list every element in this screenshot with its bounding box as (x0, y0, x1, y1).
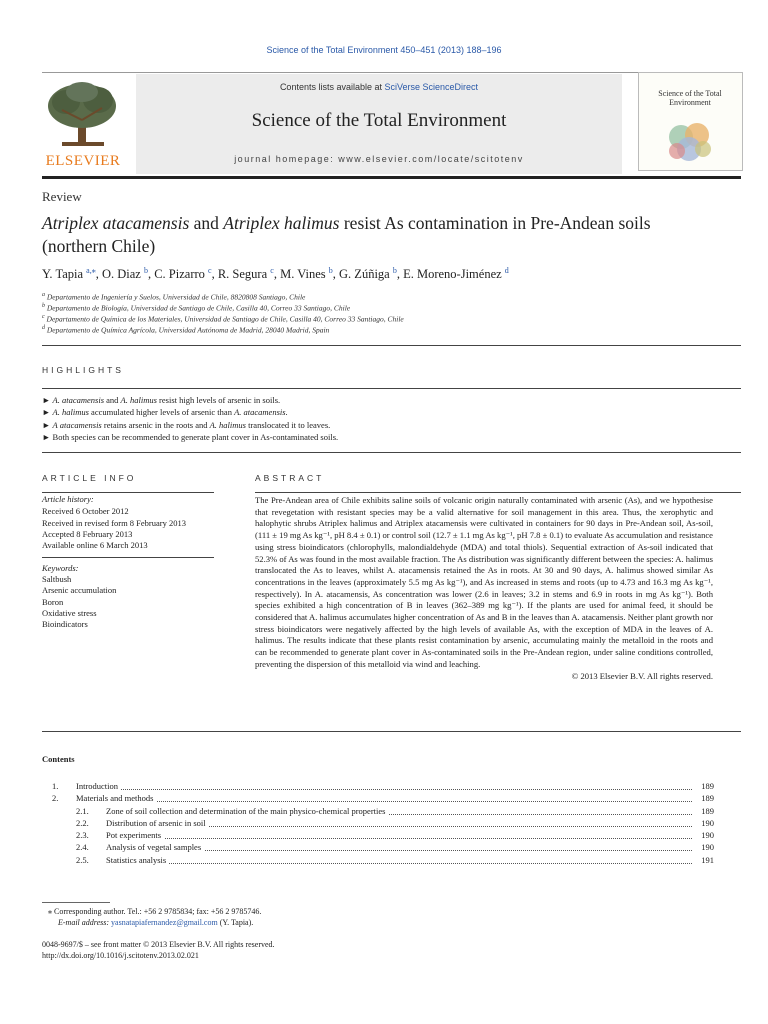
issn-line: 0048-9697/$ – see front matter © 2013 Elsevier B.V. All rights reserved. (42, 940, 275, 949)
sciencedirect-link[interactable]: SciVerse ScienceDirect (384, 82, 479, 92)
toc-entry[interactable]: 2.5. Statistics analysis 191 (76, 855, 714, 865)
author[interactable]: C. Pizarro (154, 267, 205, 282)
highlights-bottom-rule (42, 452, 741, 453)
journal-reference[interactable]: Science of the Total Environment 450–451 (2013) 188–196 (266, 45, 502, 55)
cover-graphic-icon (661, 119, 719, 165)
author-list: Y. Tapia $^{a,⁎}$, O. Diaz $^b$, C. Pizarro $^c$, R. Segura $^c$, M. Vines $^b$, G. Zúñiga $^b$, E. Moreno-Jiménez $^d$ (42, 266, 509, 282)
header-bottom-rule (42, 176, 741, 179)
author-affiliation-mark[interactable]: b (143, 266, 148, 275)
affiliation: $^b$ Departamento de Biología, Universidad de Santiago de Chile, Casilla 40, Correo 33 Santiago, Chile (42, 303, 351, 313)
author-affiliation-mark[interactable]: b (392, 266, 397, 275)
toc-entry[interactable]: 2. Materials and methods 189 (52, 793, 714, 803)
footnote-rule (42, 902, 110, 903)
elsevier-logo (42, 80, 124, 170)
affiliation: $^c$ Departamento de Química de los Materiales, Universidad de Santiago de Chile, Casilla 40, Correo 33 Santiago, Chile (42, 314, 404, 324)
author-affiliation-mark[interactable]: b (328, 266, 333, 275)
keyword: Boron (42, 597, 64, 607)
email-link[interactable]: yasnatapiafernandez@gmail.com (111, 918, 218, 927)
toc-entry[interactable]: 2.1. Zone of soil collection and determination of the main physico-chemical properties 189 (76, 806, 714, 816)
title-species-2: Atriplex halimus (223, 213, 340, 233)
contents-heading: Contents (42, 754, 75, 764)
author[interactable]: Y. Tapia (42, 267, 84, 282)
author[interactable]: M. Vines (280, 267, 326, 282)
publisher-name: ELSEVIER (45, 153, 121, 169)
cover-title: Science of the Total Environment (658, 89, 722, 107)
history-item: Received 6 October 2012 (42, 506, 129, 516)
highlight-item: ► A. atacamensis and A. halimus resist high levels of arsenic in soils. (42, 395, 281, 405)
highlights-top-rule (42, 345, 741, 346)
abstract-heading: ABSTRACT (255, 473, 325, 483)
toc-entry[interactable]: 2.3. Pot experiments 190 (76, 830, 714, 840)
keywords-label: Keywords: (42, 563, 79, 573)
email-note: E-mail address: yasnatapiafernandez@gmail.com (Y. Tapia). (58, 918, 254, 927)
highlights-heading: HIGHLIGHTS (42, 365, 124, 375)
title-rest: resist As contamination in Pre-Andean soils (339, 213, 651, 233)
keyword: Oxidative stress (42, 608, 97, 618)
contents-available (136, 82, 622, 92)
toc-entry[interactable]: 2.4. Analysis of vegetal samples 190 (76, 842, 714, 852)
article-type: Review (42, 189, 82, 204)
journal-title: Science of the Total Environment (251, 110, 507, 131)
author[interactable]: G. Zúñiga (339, 267, 390, 282)
abstract-text: The Pre-Andean area of Chile exhibits saline soils of volcanic origin naturally contaminated with arsenic (As), and we hypothesise that revegetation with resistant species may be a valid alternative for soil management in this area. Thus, the xerophytic and halophytic shrubs Atriplex halimus and Atriplex atacamensis were cultivated in containers for 90 days in Pre-Andean soil, As-soil, (111 ± 19 mg As kg⁻¹, pH 8.4 ± 0.1) or control soil (12.7 ± 1.1 mg As kg⁻¹, pH 7.8 ± 0.1) to evaluate As accumulation and resistance using stress bioindicators (chlorophylls, malondialdehyde (MDA) and total thiols). Sequential extraction of As-soil indicated that 52.3% of As was found in the most available fraction. The As distribution was significantly different between the species: A. halimus translocated the As to leaves, whilst A. atacamensis retained the As in roots. At 30 and 90 days, A. halimus showed similar As concentrations in the leaves (approximately 5.5 mg As kg⁻¹), and As increased in stems and roots (up to 4.73 and 16.3 mg As kg⁻¹, respectively). In A. atacamensis, As concentration was lower (2.6 in leaves; 3.2 in stems and 6.9 in roots in mg As kg⁻¹). Both species exhibited a high concentration of B in leaves (362–389 mg kg⁻¹). If the plants are used for animal feed, it should be considered that A. halimus accumulates higher concentration of As and B in the leaves than A. atacamensis. Neither plant growth nor stress bioindicators were negatively affected by the high levels of available As, with the exception of MDA in the leaves of A. halimus. The results indicate that these plants resist contamination by arsenic, accumulating mainly the metalloid in the roots and can be recommended to generate plant cover in As-contaminated soils in the Pre-Andean region, under saline conditions controlled, preventing the dispersion of this metalloid via wind and leaching. (255, 495, 713, 669)
history-item: Available online 6 March 2013 (42, 540, 148, 550)
keyword: Arsenic accumulation (42, 585, 117, 595)
title-and: and (189, 213, 224, 233)
highlight-item: ► A. halimus accumulated higher levels of arsenic than A. atacamensis. (42, 407, 288, 417)
author-affiliation-mark[interactable]: c (270, 266, 274, 275)
toc-entry[interactable]: 2.2. Distribution of arsenic in soil 190 (76, 818, 714, 828)
abstract-copyright: © 2013 Elsevier B.V. All rights reserved. (571, 670, 713, 681)
keyword: Bioindicators (42, 619, 88, 629)
title-line-2: (northern Chile) (42, 236, 156, 256)
author-affiliation-mark[interactable]: c (208, 266, 212, 275)
highlights-rule (42, 388, 741, 389)
highlight-item: ► A atacamensis retains arsenic in the roots and A. halimus translocated it to leaves. (42, 420, 331, 430)
author[interactable]: E. Moreno-Jiménez (403, 267, 502, 282)
article-info-heading: ARTICLE INFO (42, 473, 137, 483)
journal-cover-image (638, 72, 743, 171)
keywords-rule (42, 557, 214, 558)
journal-homepage[interactable]: journal homepage: www.elsevier.com/locate/scitotenv (234, 154, 524, 164)
asterisk-mark: ⁎ (48, 907, 52, 916)
history-item: Received in revised form 8 February 2013 (42, 518, 186, 528)
author[interactable]: O. Diaz (101, 267, 141, 282)
history-item: Accepted 8 February 2013 (42, 529, 133, 539)
abstract-bottom-rule (42, 731, 741, 732)
contents-prefix: Contents lists available at (279, 82, 382, 92)
affiliation: $^d$ Departamento de Química Agrícola, Universidad Autónoma de Madrid, 28040 Madrid, Spain (42, 325, 330, 335)
doi-link[interactable]: http://dx.doi.org/10.1016/j.scitotenv.2013.02.021 (42, 951, 199, 960)
highlight-item: ► Both species can be recommended to generate plant cover in As-contaminated soils. (42, 432, 339, 442)
toc-entry[interactable]: 1. Introduction 189 (52, 781, 714, 791)
author-affiliation-mark[interactable]: a,⁎ (86, 266, 96, 275)
article-info-rule (42, 492, 214, 493)
author-affiliation-mark[interactable]: d (504, 266, 509, 275)
author[interactable]: R. Segura (217, 267, 268, 282)
header-top-rule (42, 72, 741, 73)
corresponding-author-note: ⁎ Corresponding author. Tel.: +56 2 9785834; fax: +56 2 9785746. (48, 907, 262, 916)
affiliation: $^a$ Departamento de Ingeniería y Suelos, Universidad de Chile, 8820808 Santiago, Chile (42, 292, 306, 302)
title-species-1: Atriplex atacamensis (42, 213, 190, 233)
abstract-body (255, 495, 713, 682)
abstract-rule (255, 492, 741, 493)
keyword: Saltbush (42, 574, 72, 584)
article-title (42, 212, 742, 258)
tree-icon (42, 80, 124, 150)
article-history-label: Article history: (42, 494, 94, 504)
